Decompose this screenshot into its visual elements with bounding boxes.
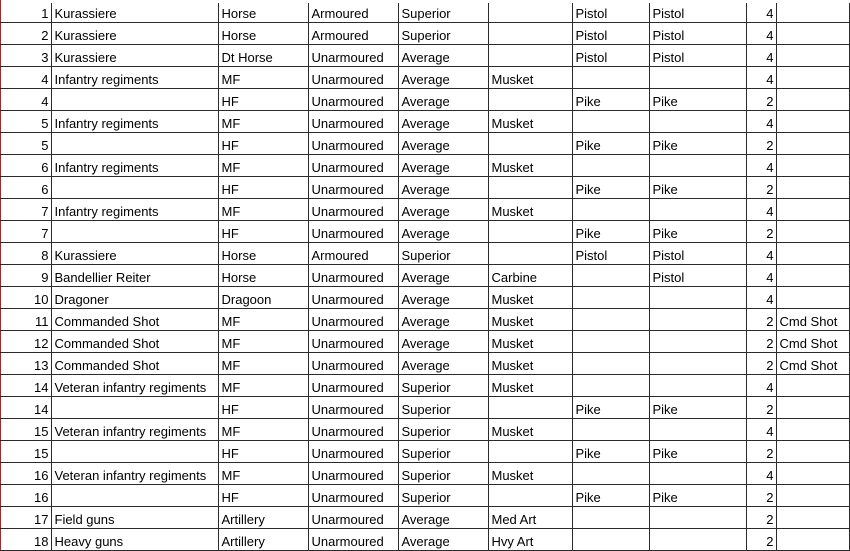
cell-unit-name[interactable] [51,485,218,507]
cell-bases[interactable]: 4 [746,463,776,485]
table-row [0,353,849,375]
cell-melee[interactable]: Pistol [649,243,746,265]
cell-note[interactable] [776,243,849,265]
cell-unit-number[interactable]: 8 [0,243,51,265]
cell-troop-type[interactable]: MF [218,67,308,89]
cell-bases[interactable]: 2 [746,331,776,353]
cell-bases[interactable]: 4 [746,199,776,221]
table-row [0,155,849,177]
cell-impact[interactable] [572,375,649,397]
cell-impact[interactable] [572,331,649,353]
table-row [0,133,849,155]
cell-impact[interactable]: Pike [572,441,649,463]
cell-unit-number[interactable]: 12 [0,331,51,353]
cell-unit-name[interactable]: Veteran infantry regiments [51,419,218,441]
table-row [0,507,849,529]
cell-armour[interactable]: Unarmoured [308,265,398,287]
cell-melee[interactable] [649,309,746,331]
cell-note[interactable]: Cmd Shot [776,331,849,353]
cell-shooting[interactable]: Musket [488,67,572,89]
cell-note[interactable] [776,221,849,243]
cell-melee[interactable]: Pistol [649,3,746,23]
cell-impact[interactable] [572,67,649,89]
cell-quality[interactable]: Average [398,111,488,133]
cell-armour[interactable]: Unarmoured [308,309,398,331]
cell-quality[interactable]: Superior [398,441,488,463]
cell-shooting[interactable]: Musket [488,309,572,331]
cell-quality[interactable]: Superior [398,463,488,485]
cell-impact[interactable] [572,507,649,529]
cell-troop-type[interactable]: Dragoon [218,287,308,309]
cell-shooting[interactable]: Musket [488,419,572,441]
cell-armour[interactable]: Unarmoured [308,45,398,67]
cell-melee[interactable] [649,155,746,177]
cell-unit-number[interactable]: 5 [0,133,51,155]
cell-unit-number[interactable]: 3 [0,45,51,67]
cell-troop-type[interactable]: HF [218,397,308,419]
cell-unit-number[interactable]: 11 [0,309,51,331]
table-row [0,199,849,221]
cell-bases[interactable]: 4 [746,67,776,89]
cell-shooting[interactable]: Hvy Art [488,529,572,551]
cell-impact[interactable]: Pike [572,485,649,507]
cell-impact[interactable] [572,309,649,331]
table-row [0,243,849,265]
cell-quality[interactable]: Average [398,155,488,177]
cell-unit-number[interactable]: 1 [0,3,51,23]
cell-note[interactable] [776,155,849,177]
cell-impact[interactable]: Pike [572,397,649,419]
cell-shooting[interactable]: Musket [488,199,572,221]
cell-bases[interactable]: 2 [746,89,776,111]
cell-unit-number[interactable]: 4 [0,67,51,89]
cell-armour[interactable]: Unarmoured [308,111,398,133]
cell-melee[interactable]: Pike [649,177,746,199]
cell-quality[interactable]: Superior [398,243,488,265]
cell-quality[interactable]: Superior [398,419,488,441]
cell-unit-number[interactable]: 15 [0,441,51,463]
cell-impact[interactable] [572,265,649,287]
cell-troop-type[interactable]: Dt Horse [218,45,308,67]
cell-unit-name[interactable]: Heavy guns [51,529,218,551]
cell-unit-name[interactable]: Infantry regiments [51,67,218,89]
cell-quality[interactable]: Average [398,265,488,287]
table-row [0,441,849,463]
cell-melee[interactable]: Pike [649,485,746,507]
cell-shooting[interactable] [488,243,572,265]
cell-troop-type[interactable]: MF [218,199,308,221]
cell-impact[interactable] [572,419,649,441]
cell-quality[interactable]: Average [398,199,488,221]
cell-bases[interactable]: 2 [746,529,776,551]
cell-note[interactable] [776,287,849,309]
cell-armour[interactable]: Unarmoured [308,441,398,463]
cell-troop-type[interactable]: MF [218,353,308,375]
cell-troop-type[interactable]: Artillery [218,507,308,529]
cell-troop-type[interactable]: HF [218,441,308,463]
cell-note[interactable] [776,507,849,529]
cell-quality[interactable]: Average [398,353,488,375]
cell-troop-type[interactable]: Horse [218,265,308,287]
cell-quality[interactable]: Superior [398,23,488,45]
cell-melee[interactable]: Pistol [649,45,746,67]
cell-armour[interactable]: Unarmoured [308,287,398,309]
cell-unit-number[interactable]: 4 [0,89,51,111]
cell-troop-type[interactable]: MF [218,375,308,397]
cell-note[interactable] [776,177,849,199]
cell-unit-number[interactable]: 2 [0,23,51,45]
cell-note[interactable] [776,45,849,67]
cell-armour[interactable]: Unarmoured [308,199,398,221]
cell-shooting[interactable]: Musket [488,155,572,177]
cell-troop-type[interactable]: MF [218,309,308,331]
cell-armour[interactable]: Armoured [308,243,398,265]
cell-note[interactable] [776,375,849,397]
cell-unit-name[interactable]: Kurassiere [51,23,218,45]
cell-melee[interactable] [649,507,746,529]
table-row [0,397,849,419]
cell-melee[interactable]: Pike [649,89,746,111]
table-body [0,3,849,551]
cell-note[interactable] [776,67,849,89]
cell-bases[interactable]: 4 [746,45,776,67]
cell-unit-name[interactable]: Infantry regiments [51,155,218,177]
cell-quality[interactable]: Average [398,67,488,89]
cell-impact[interactable] [572,353,649,375]
cell-shooting[interactable] [488,89,572,111]
cell-note[interactable] [776,485,849,507]
cell-note[interactable]: Cmd Shot [776,309,849,331]
cell-shooting[interactable]: Musket [488,353,572,375]
cell-quality[interactable]: Superior [398,485,488,507]
cell-bases[interactable]: 4 [746,111,776,133]
cell-armour[interactable]: Unarmoured [308,375,398,397]
cell-melee[interactable] [649,353,746,375]
cell-armour[interactable]: Armoured [308,3,398,23]
cell-troop-type[interactable]: MF [218,419,308,441]
cell-shooting[interactable] [488,23,572,45]
cell-melee[interactable] [649,463,746,485]
cell-shooting[interactable] [488,441,572,463]
table-row [0,529,849,551]
cell-shooting[interactable]: Musket [488,111,572,133]
cell-melee[interactable]: Pistol [649,265,746,287]
cell-bases[interactable]: 2 [746,397,776,419]
cell-unit-name[interactable]: Field guns [51,507,218,529]
cell-unit-number[interactable]: 14 [0,375,51,397]
table-row [0,463,849,485]
cell-unit-name[interactable] [51,177,218,199]
cell-shooting[interactable]: Musket [488,375,572,397]
cell-troop-type[interactable]: Horse [218,243,308,265]
cell-shooting[interactable]: Carbine [488,265,572,287]
table-row [0,45,849,67]
table-row [0,89,849,111]
cell-melee[interactable] [649,67,746,89]
table-row [0,331,849,353]
cell-unit-number[interactable]: 9 [0,265,51,287]
cell-bases[interactable]: 4 [746,3,776,23]
cell-unit-number[interactable]: 16 [0,463,51,485]
cell-note[interactable] [776,199,849,221]
cell-unit-number[interactable]: 14 [0,397,51,419]
cell-note[interactable] [776,265,849,287]
cell-quality[interactable]: Superior [398,3,488,23]
cell-quality[interactable]: Average [398,89,488,111]
cell-armour[interactable]: Unarmoured [308,67,398,89]
cell-armour[interactable]: Unarmoured [308,221,398,243]
cell-impact[interactable]: Pike [572,133,649,155]
cell-unit-name[interactable]: Commanded Shot [51,309,218,331]
cell-melee[interactable]: Pike [649,441,746,463]
table-row [0,3,849,23]
cell-armour[interactable]: Unarmoured [308,397,398,419]
cell-note[interactable] [776,133,849,155]
cell-armour[interactable]: Unarmoured [308,529,398,551]
cell-armour[interactable]: Unarmoured [308,89,398,111]
cell-shooting[interactable] [488,221,572,243]
cell-bases[interactable]: 2 [746,441,776,463]
cell-impact[interactable]: Pike [572,177,649,199]
unit-table [0,3,850,551]
cell-bases[interactable]: 2 [746,221,776,243]
cell-armour[interactable]: Armoured [308,23,398,45]
cell-impact[interactable]: Pistol [572,3,649,23]
cell-unit-name[interactable]: Kurassiere [51,45,218,67]
cell-unit-name[interactable] [51,133,218,155]
cell-melee[interactable]: Pike [649,133,746,155]
cell-troop-type[interactable]: HF [218,485,308,507]
cell-melee[interactable] [649,111,746,133]
cell-note[interactable] [776,23,849,45]
cell-troop-type[interactable]: Horse [218,3,308,23]
table-row [0,309,849,331]
cell-troop-type[interactable]: MF [218,331,308,353]
cell-bases[interactable]: 2 [746,177,776,199]
cell-impact[interactable] [572,111,649,133]
cell-bases[interactable]: 2 [746,507,776,529]
cell-shooting[interactable] [488,133,572,155]
cell-unit-number[interactable]: 18 [0,529,51,551]
cell-impact[interactable] [572,199,649,221]
cell-unit-number[interactable]: 7 [0,221,51,243]
table-row [0,111,849,133]
cell-note[interactable] [776,419,849,441]
cell-melee[interactable] [649,375,746,397]
cell-unit-name[interactable]: Veteran infantry regiments [51,463,218,485]
cell-troop-type[interactable]: Horse [218,23,308,45]
cell-unit-name[interactable]: Kurassiere [51,243,218,265]
cell-unit-number[interactable]: 16 [0,485,51,507]
cell-unit-name[interactable]: Infantry regiments [51,111,218,133]
cell-shooting[interactable]: Med Art [488,507,572,529]
cell-note[interactable] [776,111,849,133]
cell-bases[interactable]: 2 [746,133,776,155]
cell-unit-name[interactable]: Veteran infantry regiments [51,375,218,397]
cell-bases[interactable]: 4 [746,419,776,441]
cell-unit-number[interactable]: 7 [0,199,51,221]
cell-note[interactable] [776,397,849,419]
cell-impact[interactable] [572,463,649,485]
cell-bases[interactable]: 2 [746,485,776,507]
cell-unit-number[interactable]: 15 [0,419,51,441]
cell-armour[interactable]: Unarmoured [308,331,398,353]
cell-troop-type[interactable]: HF [218,177,308,199]
cell-armour[interactable]: Unarmoured [308,485,398,507]
cell-impact[interactable] [572,155,649,177]
cell-shooting[interactable]: Musket [488,463,572,485]
table-row [0,485,849,507]
cell-impact[interactable]: Pistol [572,45,649,67]
cell-melee[interactable] [649,331,746,353]
cell-quality[interactable]: Average [398,287,488,309]
cell-note[interactable] [776,463,849,485]
cell-armour[interactable]: Unarmoured [308,507,398,529]
cell-bases[interactable]: 4 [746,265,776,287]
cell-troop-type[interactable]: MF [218,111,308,133]
cell-quality[interactable]: Average [398,133,488,155]
cell-unit-name[interactable]: Commanded Shot [51,353,218,375]
cell-armour[interactable]: Unarmoured [308,155,398,177]
cell-impact[interactable] [572,287,649,309]
cell-unit-name[interactable] [51,89,218,111]
cell-bases[interactable]: 4 [746,287,776,309]
cell-quality[interactable]: Average [398,177,488,199]
cell-bases[interactable]: 4 [746,375,776,397]
cell-melee[interactable] [649,287,746,309]
cell-quality[interactable]: Average [398,221,488,243]
cell-quality[interactable]: Average [398,309,488,331]
cell-unit-name[interactable] [51,221,218,243]
cell-note[interactable] [776,441,849,463]
cell-shooting[interactable] [488,397,572,419]
cell-unit-name[interactable] [51,397,218,419]
cell-troop-type[interactable]: Artillery [218,529,308,551]
cell-armour[interactable]: Unarmoured [308,177,398,199]
cell-shooting[interactable] [488,177,572,199]
cell-unit-name[interactable] [51,441,218,463]
cell-note[interactable]: Cmd Shot [776,353,849,375]
cell-unit-name[interactable]: Bandellier Reiter [51,265,218,287]
cell-unit-name[interactable]: Kurassiere [51,3,218,23]
cell-bases[interactable]: 4 [746,243,776,265]
table-row [0,419,849,441]
cell-melee[interactable]: Pike [649,397,746,419]
cell-quality[interactable]: Average [398,45,488,67]
cell-shooting[interactable] [488,485,572,507]
cell-quality[interactable]: Average [398,529,488,551]
cell-unit-number[interactable]: 13 [0,353,51,375]
cell-quality[interactable]: Superior [398,397,488,419]
cell-quality[interactable]: Average [398,331,488,353]
cell-bases[interactable]: 4 [746,155,776,177]
table-row [0,177,849,199]
cell-melee[interactable] [649,529,746,551]
cell-note[interactable] [776,89,849,111]
table-row [0,221,849,243]
cell-melee[interactable]: Pike [649,221,746,243]
cell-note[interactable] [776,529,849,551]
cell-shooting[interactable] [488,45,572,67]
cell-impact[interactable]: Pistol [572,243,649,265]
cell-unit-number[interactable]: 17 [0,507,51,529]
cell-troop-type[interactable]: MF [218,155,308,177]
cell-melee[interactable] [649,199,746,221]
cell-shooting[interactable] [488,3,572,23]
cell-unit-name[interactable]: Infantry regiments [51,199,218,221]
cell-quality[interactable]: Superior [398,375,488,397]
table-row [0,265,849,287]
cell-armour[interactable]: Unarmoured [308,463,398,485]
cell-quality[interactable]: Average [398,507,488,529]
cell-armour[interactable]: Unarmoured [308,353,398,375]
cell-note[interactable] [776,3,849,23]
cell-unit-name[interactable]: Dragoner [51,287,218,309]
cell-bases[interactable]: 2 [746,309,776,331]
cell-bases[interactable]: 4 [746,23,776,45]
cell-unit-number[interactable]: 6 [0,177,51,199]
cell-troop-type[interactable]: HF [218,89,308,111]
cell-shooting[interactable]: Musket [488,287,572,309]
cell-impact[interactable]: Pistol [572,23,649,45]
table-row [0,375,849,397]
cell-troop-type[interactable]: HF [218,133,308,155]
table-row [0,23,849,45]
cell-armour[interactable]: Unarmoured [308,133,398,155]
cell-troop-type[interactable]: HF [218,221,308,243]
cell-impact[interactable]: Pike [572,89,649,111]
cell-armour[interactable]: Unarmoured [308,419,398,441]
cell-impact[interactable] [572,529,649,551]
cell-bases[interactable]: 2 [746,353,776,375]
cell-melee[interactable]: Pistol [649,23,746,45]
cell-unit-number[interactable]: 6 [0,155,51,177]
table-row [0,67,849,89]
cell-unit-number[interactable]: 10 [0,287,51,309]
table-row [0,287,849,309]
cell-unit-name[interactable]: Commanded Shot [51,331,218,353]
cell-melee[interactable] [649,419,746,441]
cell-impact[interactable]: Pike [572,221,649,243]
cell-troop-type[interactable]: MF [218,463,308,485]
cell-unit-number[interactable]: 5 [0,111,51,133]
cell-shooting[interactable]: Musket [488,331,572,353]
